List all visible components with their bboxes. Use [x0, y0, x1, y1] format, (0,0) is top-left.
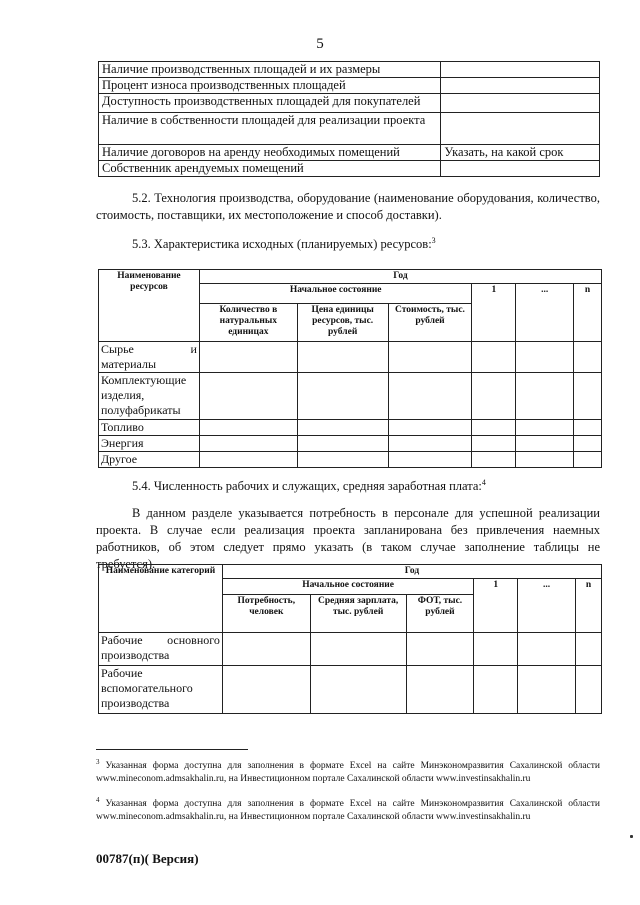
row-value — [441, 113, 600, 145]
year-header: Год — [222, 565, 601, 579]
row-value — [441, 94, 600, 113]
row-label: Собственник арендуемых помещений — [99, 161, 441, 177]
year-1-header: 1 — [472, 284, 516, 342]
table-row — [99, 633, 602, 666]
table-row — [99, 342, 602, 373]
row-label: Сырье и материалы — [99, 342, 200, 373]
row-label: Наличие договоров на аренду необходимых помещений — [99, 145, 441, 161]
table-row — [99, 452, 602, 468]
year-dots-header: ... — [516, 284, 574, 342]
table-row — [99, 420, 602, 436]
resources-table — [98, 269, 602, 468]
section-5-4-paragraph: В данном разделе указывается потребность в персонале для успешной реализации проекта. В случае если реализация проекта запланирована без привлечения наемных работников, об этом следует прямо указать (в таком случае заполнение таблицы не требуется). — [96, 506, 600, 571]
row-label: Рабочие вспомогательного производства — [99, 666, 223, 714]
section-5-3-heading — [132, 236, 436, 252]
row-value: Указать, на какой срок — [441, 145, 600, 161]
premises-table — [98, 61, 600, 177]
year-header: Год — [199, 270, 601, 284]
table-row — [99, 373, 602, 420]
row-label: Наличие в собственности площадей для реализации проекта — [99, 113, 441, 145]
row-label: Другое — [99, 452, 200, 468]
document-stamp: 00787(п)( Версия) — [96, 851, 199, 866]
quantity-header: Количество в натуральных единицах — [199, 304, 297, 342]
row-label: Рабочие основного производства — [99, 633, 223, 666]
avg-salary-header: Средняя зарплата, тыс. рублей — [310, 595, 406, 633]
footnote-text: Указанная форма доступна для заполнения в формате Excel на сайте Минэкономразвития Сахалинской области www.mineconom.admsakhalin.ru, на Инвестиционном портале Сахалинской области www.investinsakhalin.ru — [96, 799, 601, 822]
unit-price-header: Цена единицы ресурсов, тыс. рублей — [297, 304, 388, 342]
staff-table — [98, 564, 602, 714]
section-5-4-heading — [132, 478, 486, 494]
footnote-separator — [96, 749, 248, 750]
scan-mark — [630, 835, 633, 838]
footnote-number: 4 — [96, 796, 100, 804]
row-value — [441, 62, 600, 78]
footnote-number: 3 — [96, 758, 100, 766]
footnote-3 — [96, 756, 600, 785]
table-row — [99, 62, 600, 78]
heading-text: 5.3. Характеристика исходных (планируемых) ресурсов: — [132, 237, 432, 252]
row-label: Комплектующие изделия, полуфабрикаты — [99, 373, 200, 420]
staff-name-header: Наименование категорий — [99, 565, 223, 633]
initial-state-header: Начальное состояние — [199, 284, 471, 304]
row-value — [441, 161, 600, 177]
table-row — [99, 666, 602, 714]
row-label: Процент износа производственных площадей — [99, 78, 441, 94]
table-row — [99, 436, 602, 452]
year-n-header: n — [576, 579, 602, 633]
table-row — [99, 94, 600, 113]
table-row — [99, 161, 600, 177]
year-n-header: n — [574, 284, 602, 342]
footnote-ref: 3 — [431, 236, 436, 245]
heading-text: 5.4. Численность рабочих и служащих, средняя заработная плата: — [132, 479, 482, 494]
cost-header: Стоимость, тыс. рублей — [388, 304, 472, 342]
need-header: Потребность, человек — [222, 595, 310, 633]
resources-name-header: Наименование ресурсов — [99, 270, 200, 342]
page-number: 5 — [316, 36, 324, 52]
initial-state-header: Начальное состояние — [222, 579, 474, 595]
section-5-2-text: 5.2. Технология производства, оборудование (наименование оборудования, количество, стоимость, поставщики, их местоположение и способ доставки). — [96, 191, 600, 222]
footnote-text: Указанная форма доступна для заполнения в формате Excel на сайте Минэкономразвития Сахалинской области www.mineconom.admsakhalin.ru, на Инвестиционном портале Сахалинской области www.investinsakhalin.ru — [96, 761, 601, 784]
row-value — [441, 78, 600, 94]
row-label: Энергия — [99, 436, 200, 452]
table-row — [99, 145, 600, 161]
row-label: Наличие производственных площадей и их размеры — [99, 62, 441, 78]
year-1-header: 1 — [474, 579, 518, 633]
row-label: Топливо — [99, 420, 200, 436]
footnote-4 — [96, 794, 600, 823]
fot-header: ФОТ, тыс. рублей — [406, 595, 474, 633]
table-row — [99, 113, 600, 145]
table-row — [99, 78, 600, 94]
year-dots-header: ... — [518, 579, 576, 633]
footnote-ref: 4 — [481, 478, 486, 487]
row-label: Доступность производственных площадей для покупателей — [99, 94, 441, 113]
